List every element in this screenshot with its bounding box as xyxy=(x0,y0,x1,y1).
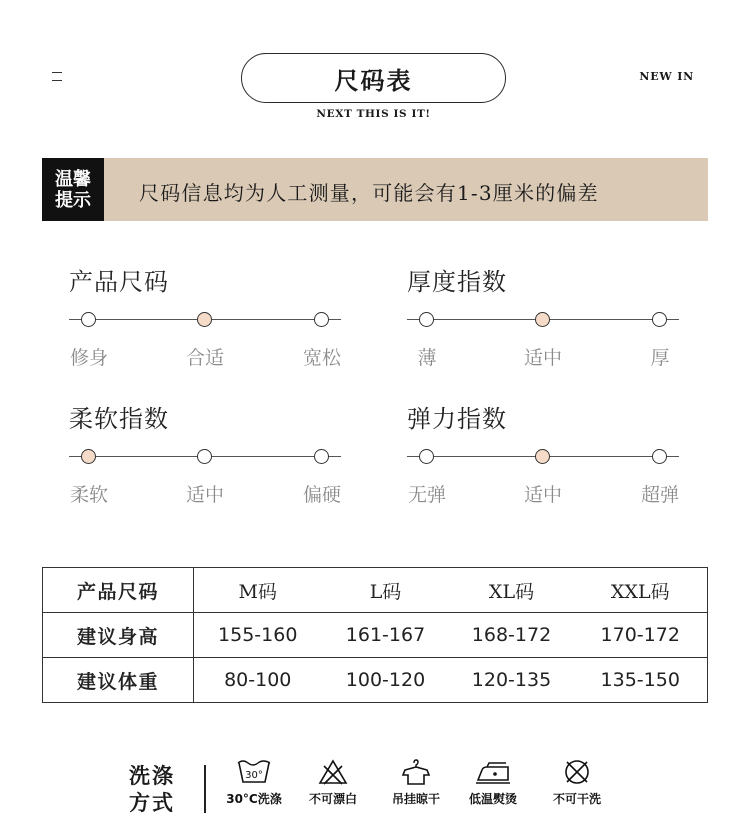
scale-title: 柔软指数 xyxy=(69,405,169,433)
wash-temp-text: 30° xyxy=(245,770,263,781)
page-title: 尺码表 xyxy=(241,53,506,103)
hang-dry-icon xyxy=(400,758,432,786)
table-cell: 135-150 xyxy=(574,658,708,703)
scale-dot xyxy=(81,312,96,327)
scale-dot xyxy=(314,449,329,464)
care-item-hang xyxy=(376,758,456,807)
care-divider xyxy=(204,765,206,813)
care-label: 不可干洗 xyxy=(552,792,601,806)
table-cell: 100-120 xyxy=(322,658,450,703)
size-table xyxy=(42,567,708,703)
scale-label: 厚 xyxy=(650,347,670,369)
new-in-link[interactable]: NEW IN xyxy=(639,70,694,83)
scale-elasticity xyxy=(407,399,679,509)
care-label: 30°C洗涤 xyxy=(226,792,282,806)
scale-label: 无弹 xyxy=(407,484,446,506)
tip-banner xyxy=(42,158,708,221)
table-row xyxy=(43,613,708,658)
no-dry-clean-icon xyxy=(561,758,593,786)
care-title-line2: 方式 xyxy=(129,790,175,815)
table-cell: XL码 xyxy=(450,568,574,613)
no-bleach-icon xyxy=(317,758,349,786)
scale-dot xyxy=(535,449,550,464)
scale-label: 修身 xyxy=(69,347,108,369)
scale-dot xyxy=(197,449,212,464)
table-cell: L码 xyxy=(322,568,450,613)
page-subtitle: NEXT THIS IS IT! xyxy=(316,108,431,120)
table-cell: 168-172 xyxy=(450,613,574,658)
row-header: 建议身高 xyxy=(43,613,194,658)
care-label: 低温熨烫 xyxy=(468,792,517,806)
table-cell: M码 xyxy=(194,568,322,613)
scale-title: 厚度指数 xyxy=(407,268,507,296)
tip-text: 尺码信息均为人工测量，可能会有1-3厘米的偏差 xyxy=(139,181,599,205)
care-item-dryclean xyxy=(537,758,617,807)
table-cell: 170-172 xyxy=(574,613,708,658)
iron-low-icon xyxy=(474,758,512,786)
row-header: 产品尺码 xyxy=(43,568,194,613)
scale-thickness xyxy=(407,262,679,372)
scale-label: 偏硬 xyxy=(302,484,341,506)
scale-dot xyxy=(81,449,96,464)
table-cell: XXL码 xyxy=(574,568,708,613)
scale-dot xyxy=(419,312,434,327)
scale-label: 宽松 xyxy=(302,347,341,369)
care-title-line1: 洗涤 xyxy=(129,763,175,788)
table-row xyxy=(43,568,708,613)
scale-label: 超弹 xyxy=(640,484,679,506)
menu-icon[interactable] xyxy=(52,72,62,81)
row-header: 建议体重 xyxy=(43,658,194,703)
scale-dot xyxy=(419,449,434,464)
table-row xyxy=(43,658,708,703)
tip-badge-line1: 温馨 xyxy=(55,168,91,190)
tip-badge xyxy=(42,158,104,221)
wash-30-icon xyxy=(236,758,272,786)
care-label: 吊挂晾干 xyxy=(391,792,440,806)
table-cell: 80-100 xyxy=(194,658,322,703)
care-label: 不可漂白 xyxy=(308,792,357,806)
care-item-bleach xyxy=(293,758,373,807)
care-item-wash xyxy=(214,758,294,807)
scale-title: 弹力指数 xyxy=(407,405,507,433)
scale-label: 适中 xyxy=(185,484,224,506)
scale-label: 适中 xyxy=(523,484,562,506)
scale-dot xyxy=(314,312,329,327)
scale-title: 产品尺码 xyxy=(69,268,169,296)
table-cell: 120-135 xyxy=(450,658,574,703)
scale-label: 合适 xyxy=(185,347,224,369)
scale-dot xyxy=(535,312,550,327)
scale-label: 适中 xyxy=(523,347,562,369)
scale-dot xyxy=(197,312,212,327)
scale-label: 柔软 xyxy=(69,484,108,506)
care-title xyxy=(129,762,175,816)
scale-fit xyxy=(69,262,341,372)
table-cell: 161-167 xyxy=(322,613,450,658)
scale-softness xyxy=(69,399,341,509)
scale-dot xyxy=(652,449,667,464)
scale-label: 薄 xyxy=(417,347,437,369)
tip-badge-line2: 提示 xyxy=(55,189,91,211)
care-item-iron xyxy=(453,758,533,807)
scale-dot xyxy=(652,312,667,327)
table-cell: 155-160 xyxy=(194,613,322,658)
